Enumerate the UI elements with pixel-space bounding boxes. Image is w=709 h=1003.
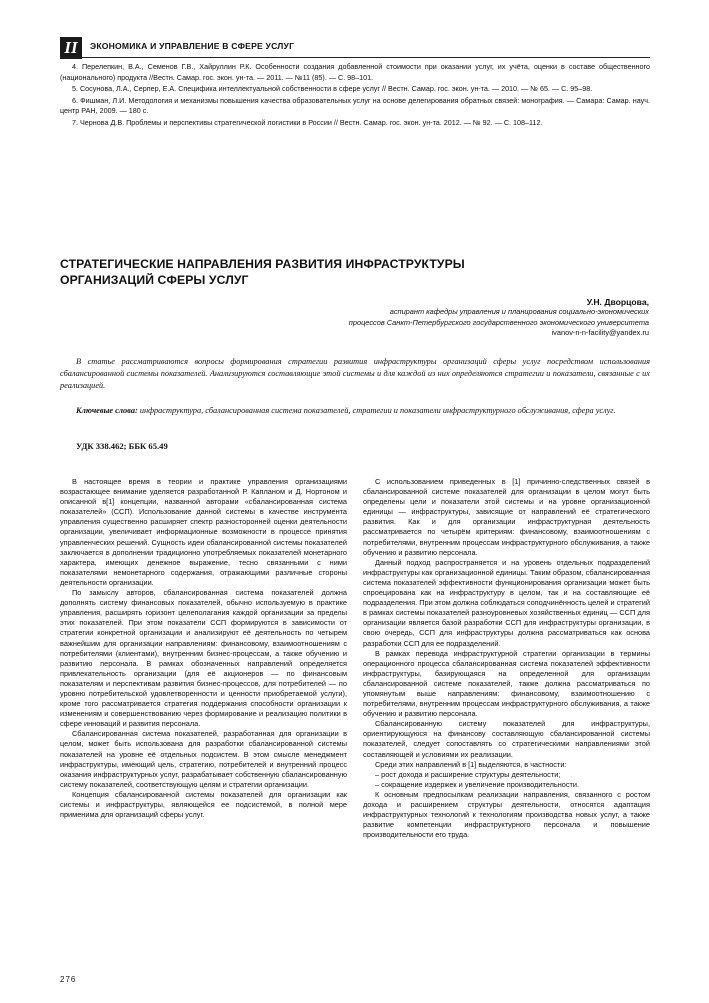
abstract: В статье рассматриваются вопросы формирования стратегии развития инфраструктуры организаций сферы услуг посредством использования сбалансированной системы показателей. Анализируются составляющие этой системы и для каждой из них определяются стратегии и показатели, связанные с их реализацией. bbox=[60, 357, 650, 391]
author-block bbox=[129, 297, 649, 339]
article-title bbox=[60, 256, 650, 288]
keywords bbox=[60, 405, 650, 417]
paragraph: Данный подход распространяется и на уровень отдельных подразделений инфраструктуры как организационной единицы. Таким образом, сбалансированная система показателей эффективности функционирования организации может быть спроецирована как на инфраструктуру в целом, так и на составляющие её подразделения. При этом должна соблюдаться соподчинённость целей и стратегий в рамках системы показателей разноуровневых хозяйственных единиц — ССП для организации является базой разработки ССП для инфраструктуры организации, в свою очередь, ССП для инфраструктуры должна рассматриваться как основа разработки ССП для ее подразделений. bbox=[363, 557, 650, 648]
paragraph: С использованием приведенных в [1] причинно-следственных связей в сбалансированной системе показателей для организации в целом могут быть определены цели и показатели этой системы и на уровне организационной единицы — инфраструктуры, зависящие от направлений её стратегического развития. Как и для организации инфраструктурная деятельность рассматривается по четырём критериям: финансовому, взаимоотношениям с потребителями, внутренним процессам инфраструктурного обслуживания, а также обучению и развитию персонала. bbox=[363, 477, 650, 557]
reference-item: 6. Фишман, Л.И. Методология и механизмы повышения качества образовательных услуг на основе делегирования обратных связей: монография. — Самара: Самар. науч. центр РАН, 2009. — 180 с. bbox=[60, 95, 650, 116]
paragraph: В рамках перевода инфраструктурной стратегии организации в термины операционного процесса сбалансированная система показателей эффективности инфраструктуры, базирующаяся на определенной для организации сбалансированной системе показателей, также должна рассматриваться по упомянутым выше направлениям: финансовому, взаимоотношению с потребителями, внутренним процессам инфраструктурного обслуживания, а также обучению и развитию персонала. bbox=[363, 648, 650, 719]
reference-item: 7. Чернова Д.В. Проблемы и перспективы стратегической логистики в России // Вестн. Самар. гос. экон. ун-та. 2012. — № 92. — С. 108–112. bbox=[72, 117, 543, 127]
reference-item: 5. Сосунова, Л.А., Серпер, Е.А. Специфика интеллектуальной собственности в сфере услуг // Вестн. Самар. гос. экон. ун-та. — 2010. — № 65. — С. 95–98. bbox=[72, 84, 593, 94]
keywords-label: Ключевые слова: bbox=[76, 406, 138, 415]
article-title-line: ОРГАНИЗАЦИЙ СФЕРЫ УСЛУГ bbox=[60, 273, 249, 287]
author-email: ivanov-n-n-facility@yandex.ru bbox=[551, 328, 649, 338]
paragraph: Сбалансированную систему показателей для инфраструктуры, ориентирующуюся на финансову составляющую сбалансированной системы показателей, следует сопоставлять со стратегическими направлениями этой составляющей и условиями их реализации. bbox=[363, 719, 650, 759]
author-name: У.Н. Дворцова, bbox=[586, 297, 649, 307]
reference-item: 4. Перелепкин, В.А., Семенов Г.В., Хайруллин Р.К. Особенности создания добавленной стоимости при оказании услуг, их учёта, оценки в составе общественного (национального) продукта //Вестн. Самар. гос. экон. ун-та. — 2011. — №11 (85). — С. 98–101. bbox=[60, 62, 650, 82]
page-number: 276 bbox=[60, 975, 77, 984]
keywords-text: инфраструктура, сбалансированная система показателей, стратегии и показатели инфраструктурного обслуживания, сфера услуг. bbox=[137, 406, 616, 415]
author-affiliation: аспирант кафедры управления и планирования социально-экономических bbox=[389, 307, 649, 317]
udk-code: УДК 338.462; ББК 65.49 bbox=[76, 441, 168, 451]
right-column bbox=[363, 477, 650, 840]
journal-logo: II bbox=[60, 37, 82, 59]
author-affiliation: процессов Санкт-Петербургского государственного экономического университета bbox=[348, 317, 649, 327]
section-title: ЭКОНОМИКА И УПРАВЛЕНИЕ В СФЕРЕ УСЛУГ bbox=[90, 41, 295, 51]
article-title-line: СТРАТЕГИЧЕСКИЕ НАПРАВЛЕНИЯ РАЗВИТИЯ ИНФРАСТРУКТУРЫ bbox=[60, 257, 465, 271]
header-divider bbox=[60, 57, 650, 58]
paragraph: В настоящее время в теории и практике управления организациями возрастающее внимание уделяется разработанной Р. Капланом и Д. Нортоном и описанной в[1] концепции, названной авторами «сбалансированная система показателей» (ССП). Использование данной системы в качестве инструмента управления существенно расширяет спектр разносторонней оценки деятельности организации, увеличивает информационные возможности в процессе принятия управленческих решений. Сущность идеи сбалансированной системы показателей заключается в дополнении традиционно употребляемых показателей монетарного характера, имеющих денежное выражение, тесно связанными с ними показателями немонетарного содержания, отражающими различные стороны деятельности организации. bbox=[60, 477, 347, 587]
paragraph: Сбалансированная система показателей, разработанная для организации в целом, может быть использована для разработки сбалансированной системы показателей на уровне её отдельных подсистем. В этом смысле менеджмент инфраструктуры, имеющий цель, стратегию, потребителей и внутренний процесс оказания инфраструктурных услуг, разрабатывает собственную сбалансированную систему показателей, соответствующую целям и стратегии организации. bbox=[60, 729, 347, 789]
left-column bbox=[60, 477, 347, 820]
paragraph: К основным предпосылкам реализации направления, связанного с ростом дохода и расширением структуры деятельности, относятся адаптация инфраструктурных технологий к технологиям производства новых услуг, а также развитие компетенции инфраструктурного персонала и повышение производительности его труда. bbox=[363, 789, 650, 840]
list-item: – сокращение издержек и увеличение производительности. bbox=[375, 779, 580, 789]
list-item: – рост дохода и расширение структуры деятельности; bbox=[375, 769, 561, 779]
paragraph: Концепция сбалансированной системы показателей для организации как системы и инфраструктуры, являющейся ее подсистемой, в полной мере применима для организаций сферы услуг. bbox=[60, 789, 347, 820]
references-list bbox=[60, 62, 650, 130]
paragraph: По замыслу авторов, сбалансированная система показателей должна дополнять систему финансовых показателей, обычно используемую в практике управления, расширять горизонт целеполагания каждой организации за пределы этих показателей. При этом показатели ССП формируются в зависимости от стратегии конкретной организации и анализируют её деятельность по четырем важнейшим для организации направлениям: финансовому, взаимоотношениям с потребителями (клиентами), внутренним бизнес-процессам, а также обучению и развитию персонала. В рамках обозначенных направлений определяется привлекательность организации (для её акционеров — по финансовым показателям и перспективам развития бизнес-процессов, для потребителей — по уровню потребительской удовлетворенности и ценности приобретаемой услуги), кроме того рассматривается стратегия поддержания способности организации к изменениям и совершенствованию через формирование и реализацию политики в сфере инноваций и развития персонала. bbox=[60, 588, 347, 729]
paragraph: Среди этих направлений в [1] выделяются, в частности: bbox=[375, 759, 567, 769]
